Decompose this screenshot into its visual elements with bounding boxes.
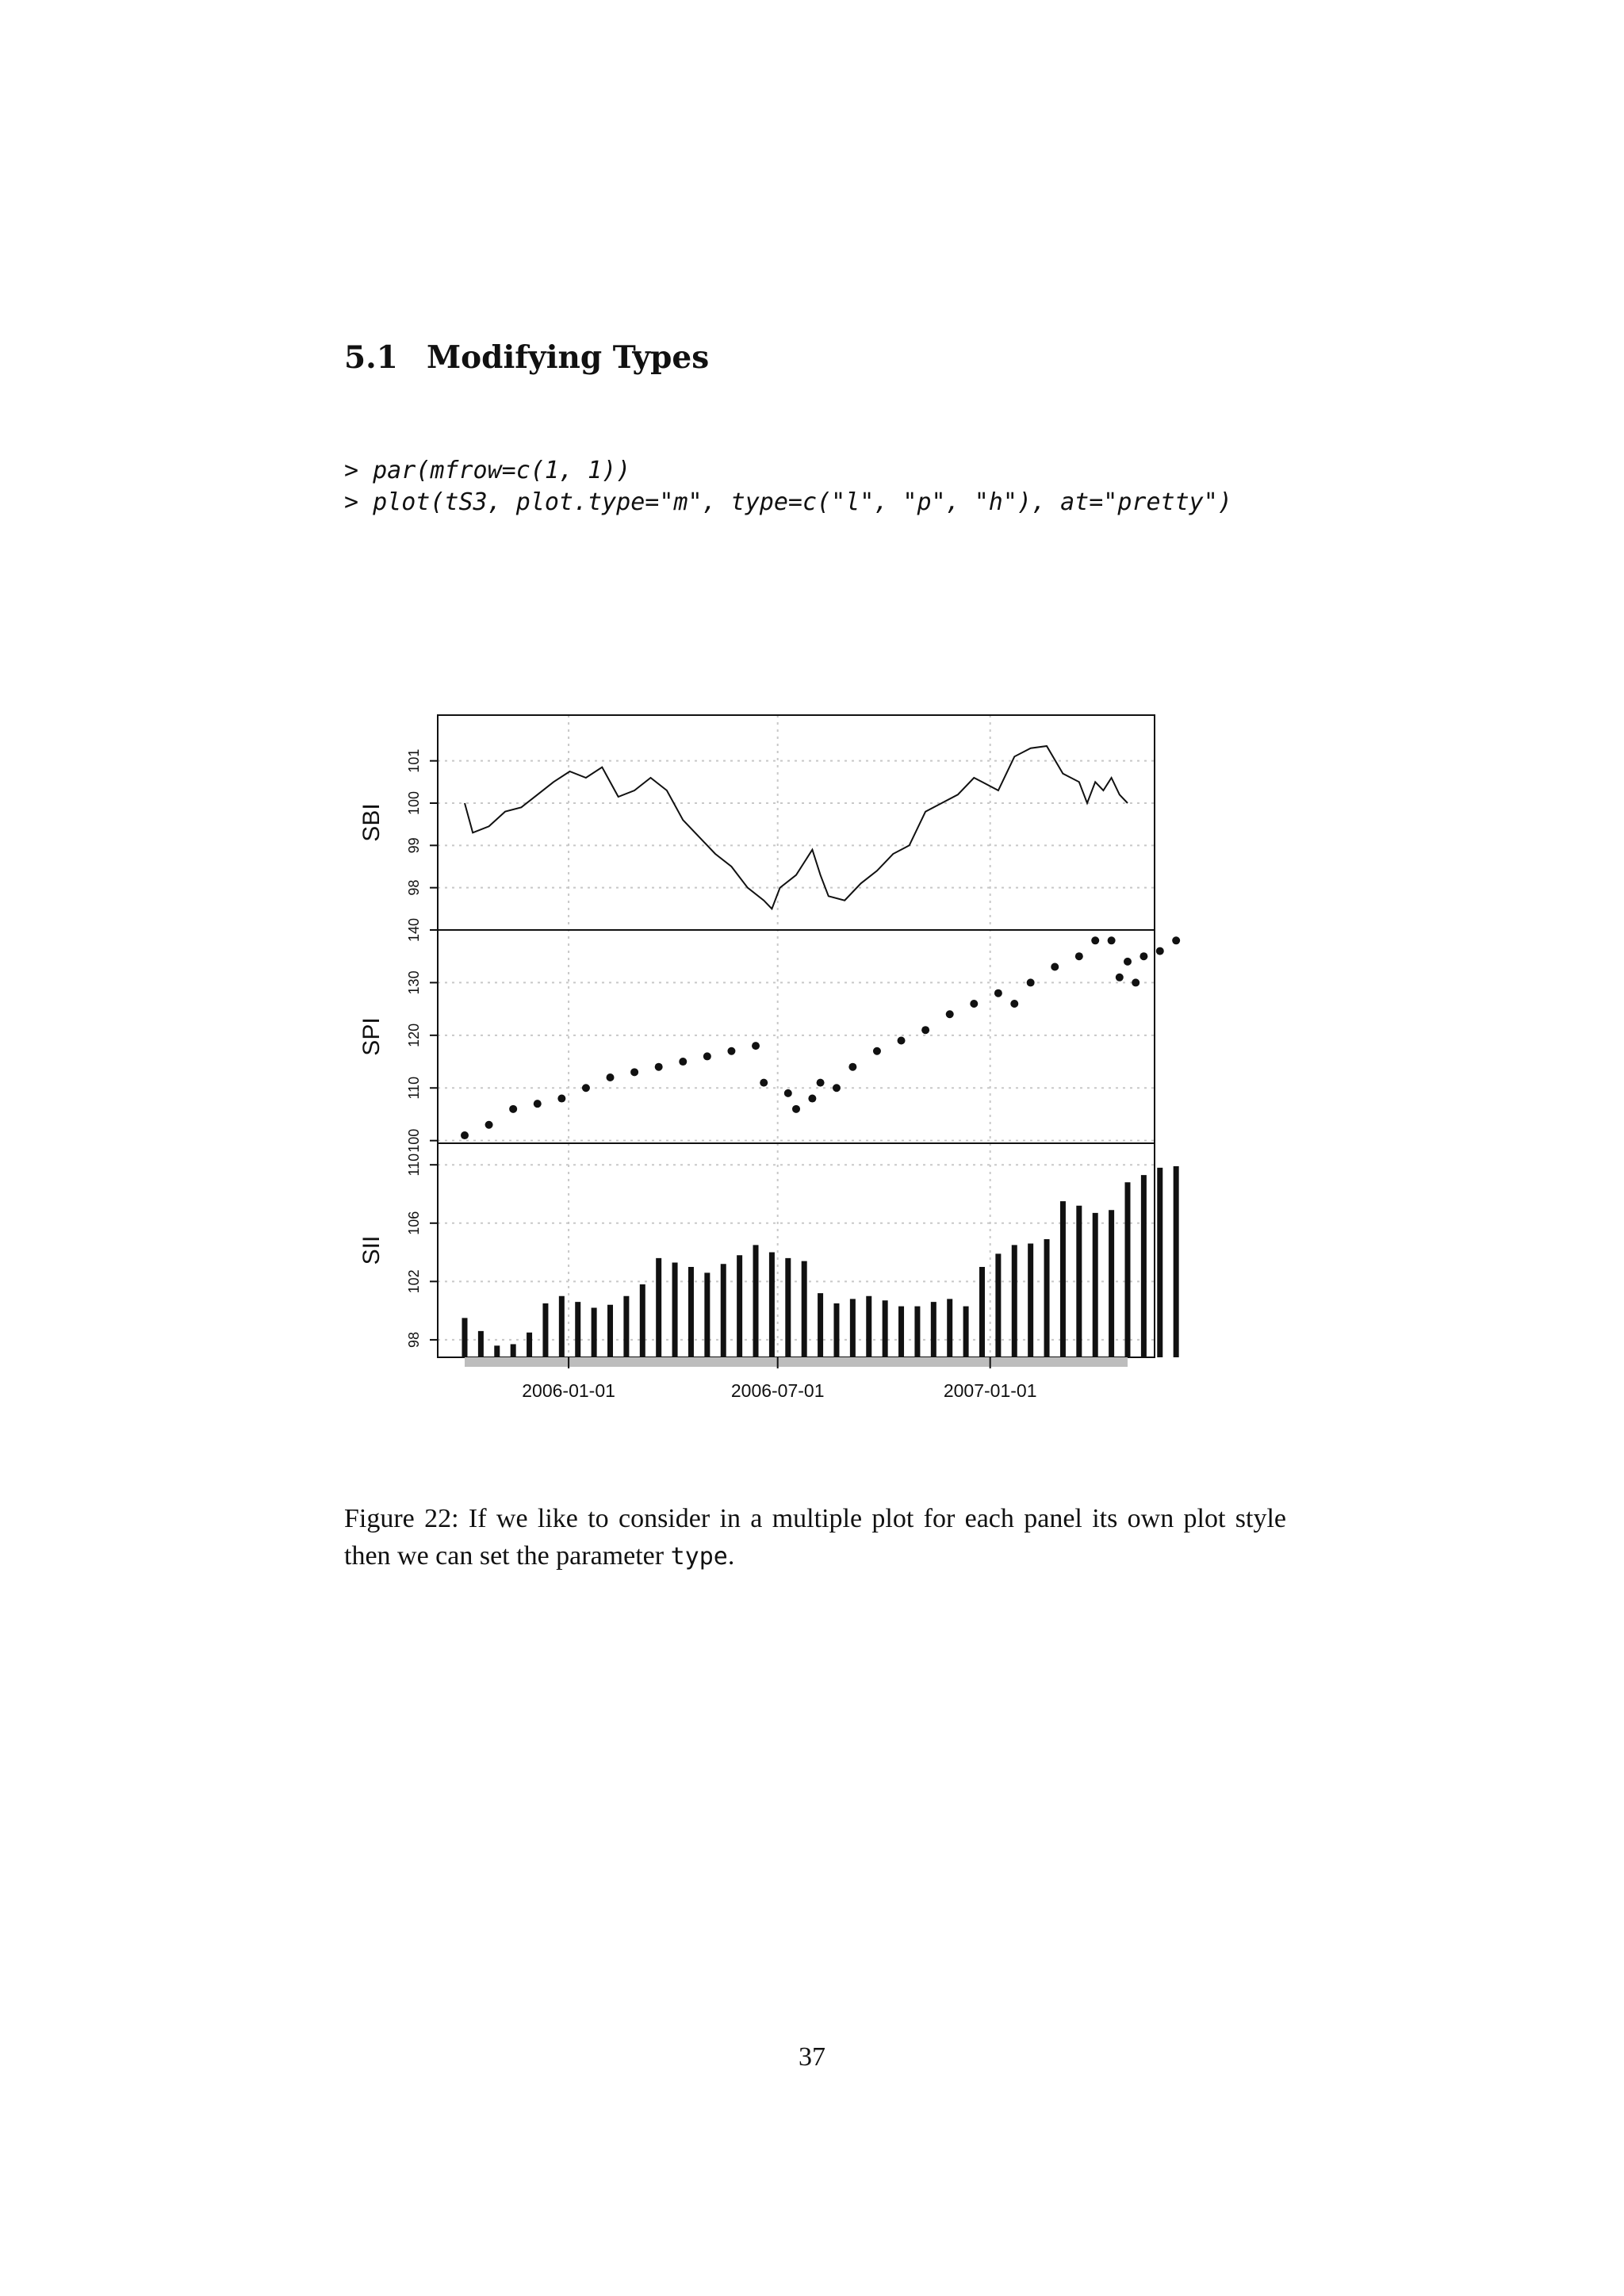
figure-caption bbox=[344, 1500, 1286, 1575]
caption-end: . bbox=[727, 1541, 735, 1571]
spi-data-point bbox=[485, 1121, 493, 1129]
spi-data-point bbox=[509, 1105, 517, 1113]
spi-data-point bbox=[1108, 936, 1116, 944]
spi-data-point bbox=[1139, 952, 1147, 960]
spi-data-point bbox=[630, 1068, 638, 1076]
spi-data-point bbox=[582, 1084, 590, 1092]
y-tick-label: 102 bbox=[406, 1269, 422, 1294]
y-tick-label: 120 bbox=[406, 1023, 422, 1047]
spi-data-point bbox=[848, 1063, 856, 1071]
x-tick-label: 2007-01-01 bbox=[943, 1380, 1037, 1401]
y-tick-label: 101 bbox=[406, 748, 422, 773]
section-number: 5.1 bbox=[344, 339, 398, 376]
y-tick-label: 99 bbox=[406, 837, 422, 854]
caption-code: type bbox=[670, 1543, 728, 1571]
y-tick-label: 110 bbox=[406, 1076, 422, 1100]
y-tick-label: 100 bbox=[406, 790, 422, 816]
section-title: Modifying Types bbox=[427, 339, 710, 376]
y-tick-label: 106 bbox=[406, 1211, 422, 1235]
spi-data-point bbox=[655, 1063, 663, 1071]
spi-data-point bbox=[607, 1073, 615, 1081]
spi-data-point bbox=[833, 1084, 841, 1092]
spi-data-point bbox=[1091, 936, 1099, 944]
spi-data-point bbox=[1156, 947, 1164, 955]
spi-data-point bbox=[817, 1079, 825, 1087]
y-tick-label: 98 bbox=[406, 879, 422, 896]
spi-data-point bbox=[534, 1100, 542, 1108]
spi-data-point bbox=[461, 1131, 469, 1139]
page-number: 37 bbox=[799, 2042, 825, 2072]
spi-data-point bbox=[792, 1105, 800, 1113]
spi-data-point bbox=[1116, 974, 1124, 982]
spi-data-point bbox=[679, 1058, 687, 1066]
spi-data-point bbox=[898, 1036, 906, 1044]
code-line-2: > plot(tS3, plot.type="m", type=c("l", "p", "h"), at="pretty") bbox=[344, 488, 1232, 516]
x-tick-label: 2006-07-01 bbox=[730, 1380, 825, 1401]
spi-data-point bbox=[946, 1010, 954, 1018]
spi-data-point bbox=[1132, 978, 1139, 986]
spi-data-point bbox=[921, 1026, 929, 1034]
spi-data-point bbox=[1124, 958, 1132, 966]
spi-data-point bbox=[727, 1047, 735, 1055]
spi-data-point bbox=[808, 1095, 816, 1103]
caption-text: If we like to consider in a multiple plot for each panel its own plot style then we can set the parameter bbox=[344, 1504, 1287, 1571]
spi-data-point bbox=[557, 1095, 565, 1103]
y-tick-label: 110 bbox=[406, 1153, 422, 1177]
panel-label-sii: SII bbox=[358, 1235, 385, 1265]
spi-data-point bbox=[784, 1089, 792, 1097]
spi-data-point bbox=[970, 1000, 978, 1008]
spi-data-point bbox=[1051, 962, 1059, 970]
spi-data-point bbox=[873, 1047, 881, 1055]
spi-data-point bbox=[703, 1052, 711, 1060]
rug-band bbox=[465, 1357, 1128, 1367]
caption-label: Figure 22: bbox=[344, 1504, 459, 1533]
y-tick-label: 130 bbox=[406, 970, 422, 995]
spi-data-point bbox=[1172, 936, 1180, 944]
spi-data-point bbox=[1010, 1000, 1018, 1008]
spi-data-point bbox=[760, 1079, 768, 1087]
panel-label-sbi: SBI bbox=[358, 803, 385, 842]
spi-data-point bbox=[1027, 978, 1035, 986]
spi-data-point bbox=[1075, 952, 1083, 960]
y-tick-label: 140 bbox=[406, 917, 422, 943]
x-tick-label: 2006-01-01 bbox=[522, 1380, 615, 1401]
y-tick-label: 98 bbox=[406, 1331, 422, 1348]
spi-data-point bbox=[994, 989, 1002, 997]
y-tick-label: 100 bbox=[406, 1128, 422, 1153]
spi-data-point bbox=[752, 1042, 760, 1050]
code-line-1: > par(mfrow=c(1, 1)) bbox=[344, 457, 631, 484]
sbi-series-line bbox=[465, 746, 1128, 909]
panel-label-spi: SPI bbox=[358, 1017, 385, 1056]
